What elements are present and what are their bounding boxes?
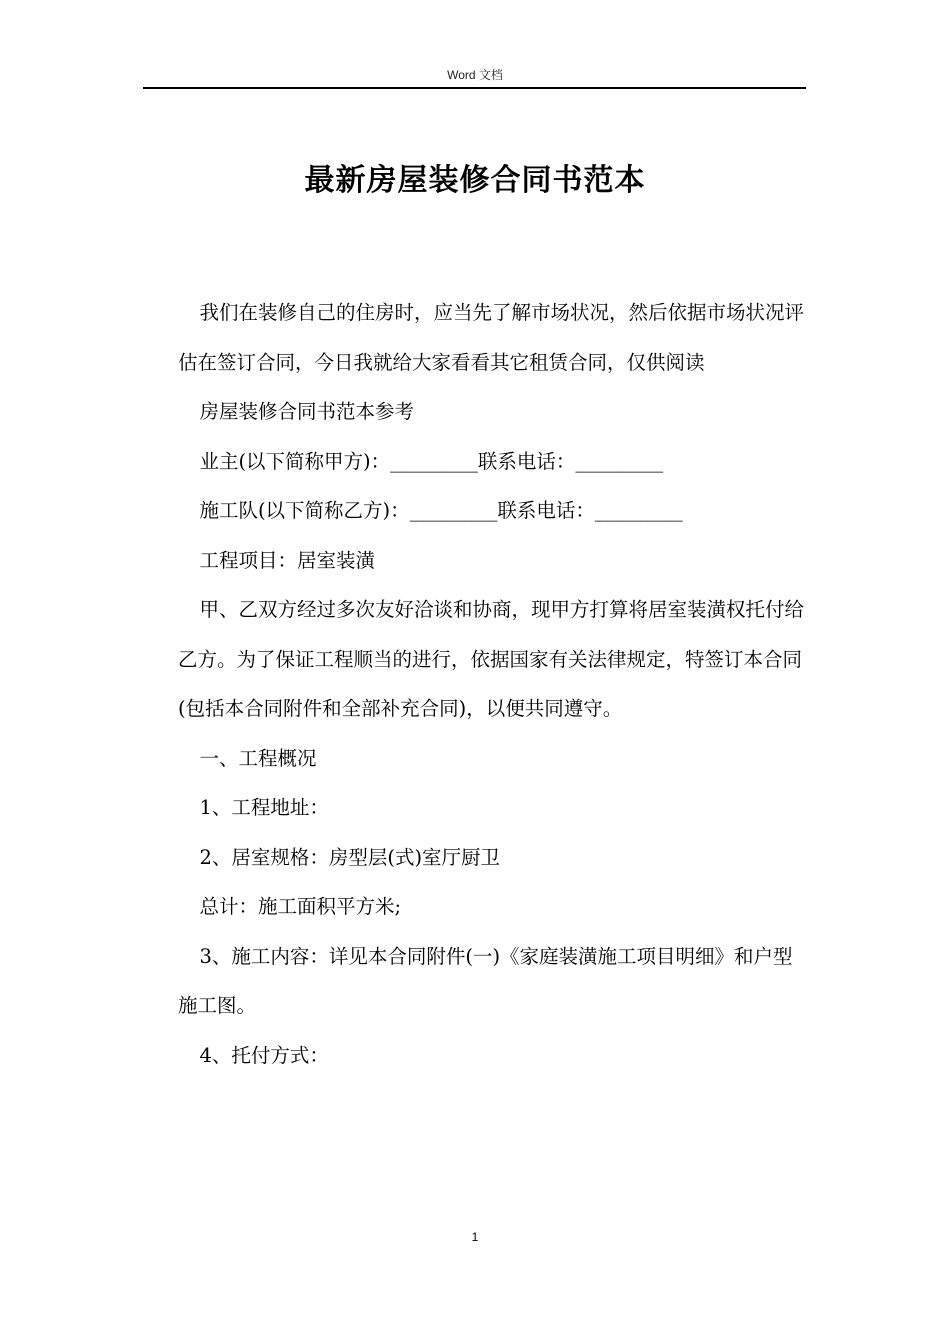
section-heading: 房屋装修合同书范本参考 <box>199 400 414 423</box>
contractor-line: 施工队(以下简称乙方)：_________联系电话：_________ <box>199 499 683 522</box>
clause-item: 总计：施工面积平方米; <box>199 895 402 918</box>
page-number: 1 <box>471 1230 479 1244</box>
project-line: 工程项目：居室装潢 <box>199 548 375 572</box>
clause-item: 4、托付方式： <box>199 1043 329 1067</box>
document-title: 最新房屋装修合同书范本 <box>304 163 646 198</box>
agreement-paragraph: 甲、乙双方经过多次友好洽谈和协商，现甲方打算将居室装潢权托付给乙方。为了保证工程顺当的进行，依据国家有关法律规定，特签订本合同(包括本合同附件和全部补充合同)，以便共同遵守。 <box>178 598 804 720</box>
intro-paragraph: 我们在装修自己的住房时，应当先了解市场状况，然后依据市场状况评估在签订合同，今日我就给大家看看其它租赁合同，仅供阅读 <box>178 301 804 374</box>
clause-item: 3、施工内容：详见本合同附件(一)《家庭装潢施工项目明细》和户型施工图。 <box>178 944 793 1017</box>
page-header: Word 文档 <box>447 68 503 82</box>
header-divider <box>143 87 806 89</box>
clause-heading: 一、工程概况 <box>199 746 317 770</box>
clause-item: 1、工程地址： <box>199 796 329 819</box>
document-body <box>178 288 804 1080</box>
owner-line: 业主(以下简称甲方)：_________联系电话：_________ <box>199 449 664 473</box>
clause-item: 2、居室规格：房型层(式)室厅厨卫 <box>199 845 501 869</box>
